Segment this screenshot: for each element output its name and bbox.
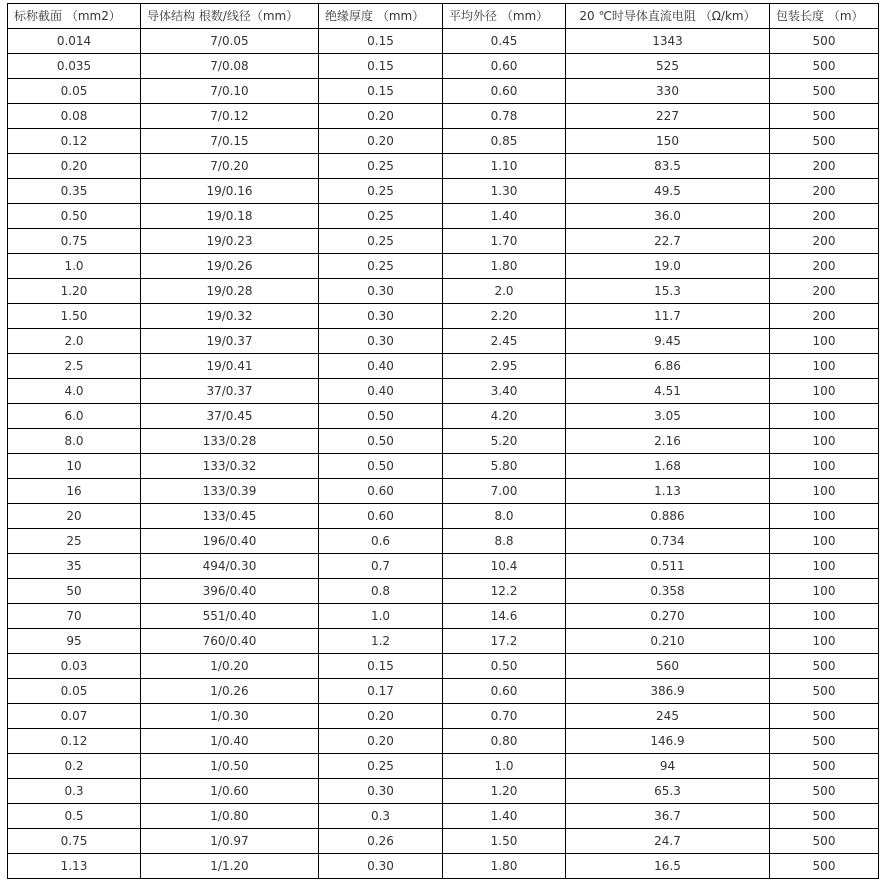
cell-conductor-structure: 494/0.30 bbox=[141, 554, 319, 579]
cell-package-length: 500 bbox=[770, 104, 879, 129]
cell-dc-resistance: 36.0 bbox=[566, 204, 770, 229]
cell-dc-resistance: 3.05 bbox=[566, 404, 770, 429]
cell-conductor-structure: 133/0.32 bbox=[141, 454, 319, 479]
cell-package-length: 200 bbox=[770, 179, 879, 204]
table-row bbox=[8, 179, 879, 204]
cell-average-outer-diameter: 8.0 bbox=[443, 504, 566, 529]
cell-cross-section: 0.20 bbox=[8, 154, 141, 179]
cell-dc-resistance: 227 bbox=[566, 104, 770, 129]
cell-dc-resistance: 36.7 bbox=[566, 804, 770, 829]
cell-package-length: 200 bbox=[770, 279, 879, 304]
cell-average-outer-diameter: 2.95 bbox=[443, 354, 566, 379]
cell-package-length: 100 bbox=[770, 579, 879, 604]
cell-dc-resistance: 11.7 bbox=[566, 304, 770, 329]
cell-package-length: 100 bbox=[770, 479, 879, 504]
cell-package-length: 100 bbox=[770, 329, 879, 354]
cell-dc-resistance: 15.3 bbox=[566, 279, 770, 304]
cell-conductor-structure: 133/0.28 bbox=[141, 429, 319, 454]
cell-dc-resistance: 386.9 bbox=[566, 679, 770, 704]
cell-conductor-structure: 19/0.26 bbox=[141, 254, 319, 279]
cell-average-outer-diameter: 3.40 bbox=[443, 379, 566, 404]
cell-package-length: 200 bbox=[770, 154, 879, 179]
cell-insulation-thickness: 0.25 bbox=[319, 754, 443, 779]
cell-conductor-structure: 133/0.39 bbox=[141, 479, 319, 504]
cell-dc-resistance: 4.51 bbox=[566, 379, 770, 404]
cell-dc-resistance: 245 bbox=[566, 704, 770, 729]
cell-cross-section: 0.07 bbox=[8, 704, 141, 729]
cell-average-outer-diameter: 0.50 bbox=[443, 654, 566, 679]
cell-dc-resistance: 1343 bbox=[566, 29, 770, 54]
table-row bbox=[8, 554, 879, 579]
cell-dc-resistance: 83.5 bbox=[566, 154, 770, 179]
table-row bbox=[8, 529, 879, 554]
cell-conductor-structure: 37/0.45 bbox=[141, 404, 319, 429]
table-body bbox=[8, 29, 879, 879]
header-package-length: 包装长度 （m） bbox=[770, 4, 879, 29]
cell-package-length: 100 bbox=[770, 379, 879, 404]
cell-package-length: 100 bbox=[770, 354, 879, 379]
cell-dc-resistance: 9.45 bbox=[566, 329, 770, 354]
cell-conductor-structure: 396/0.40 bbox=[141, 579, 319, 604]
cell-conductor-structure: 19/0.23 bbox=[141, 229, 319, 254]
cell-average-outer-diameter: 1.40 bbox=[443, 804, 566, 829]
cell-conductor-structure: 1/0.80 bbox=[141, 804, 319, 829]
cell-conductor-structure: 1/1.20 bbox=[141, 854, 319, 879]
cell-cross-section: 2.0 bbox=[8, 329, 141, 354]
cell-average-outer-diameter: 5.20 bbox=[443, 429, 566, 454]
cell-package-length: 100 bbox=[770, 529, 879, 554]
cell-dc-resistance: 49.5 bbox=[566, 179, 770, 204]
cell-dc-resistance: 1.68 bbox=[566, 454, 770, 479]
cell-insulation-thickness: 0.15 bbox=[319, 29, 443, 54]
cell-package-length: 500 bbox=[770, 854, 879, 879]
cell-package-length: 500 bbox=[770, 679, 879, 704]
table-row bbox=[8, 504, 879, 529]
table-row bbox=[8, 279, 879, 304]
cell-insulation-thickness: 0.40 bbox=[319, 379, 443, 404]
cell-package-length: 200 bbox=[770, 304, 879, 329]
cell-cross-section: 4.0 bbox=[8, 379, 141, 404]
table-row bbox=[8, 254, 879, 279]
cell-dc-resistance: 19.0 bbox=[566, 254, 770, 279]
cell-conductor-structure: 7/0.20 bbox=[141, 154, 319, 179]
header-cross-section: 标称截面 （mm2） bbox=[8, 4, 141, 29]
cell-insulation-thickness: 1.0 bbox=[319, 604, 443, 629]
cell-insulation-thickness: 0.25 bbox=[319, 229, 443, 254]
cell-average-outer-diameter: 17.2 bbox=[443, 629, 566, 654]
cell-package-length: 500 bbox=[770, 754, 879, 779]
table-row bbox=[8, 404, 879, 429]
cell-package-length: 500 bbox=[770, 654, 879, 679]
cell-average-outer-diameter: 0.78 bbox=[443, 104, 566, 129]
table-row bbox=[8, 679, 879, 704]
cell-cross-section: 0.05 bbox=[8, 79, 141, 104]
cell-conductor-structure: 19/0.32 bbox=[141, 304, 319, 329]
cell-average-outer-diameter: 1.70 bbox=[443, 229, 566, 254]
table-row bbox=[8, 429, 879, 454]
cell-conductor-structure: 133/0.45 bbox=[141, 504, 319, 529]
cell-insulation-thickness: 0.20 bbox=[319, 104, 443, 129]
table-row bbox=[8, 704, 879, 729]
cell-average-outer-diameter: 1.0 bbox=[443, 754, 566, 779]
cell-dc-resistance: 560 bbox=[566, 654, 770, 679]
cell-average-outer-diameter: 0.60 bbox=[443, 79, 566, 104]
cell-average-outer-diameter: 0.80 bbox=[443, 729, 566, 754]
cell-insulation-thickness: 0.30 bbox=[319, 279, 443, 304]
cell-average-outer-diameter: 0.70 bbox=[443, 704, 566, 729]
table-row bbox=[8, 29, 879, 54]
cell-dc-resistance: 94 bbox=[566, 754, 770, 779]
cell-dc-resistance: 65.3 bbox=[566, 779, 770, 804]
cell-average-outer-diameter: 0.60 bbox=[443, 679, 566, 704]
cell-conductor-structure: 7/0.12 bbox=[141, 104, 319, 129]
cell-average-outer-diameter: 14.6 bbox=[443, 604, 566, 629]
cell-dc-resistance: 0.511 bbox=[566, 554, 770, 579]
cell-insulation-thickness: 0.8 bbox=[319, 579, 443, 604]
table-row bbox=[8, 604, 879, 629]
cell-package-length: 500 bbox=[770, 129, 879, 154]
cell-insulation-thickness: 0.30 bbox=[319, 854, 443, 879]
cell-package-length: 100 bbox=[770, 554, 879, 579]
cell-package-length: 500 bbox=[770, 79, 879, 104]
cell-conductor-structure: 37/0.37 bbox=[141, 379, 319, 404]
header-conductor-structure: 导体结构 根数/线径（mm） bbox=[141, 4, 319, 29]
cell-average-outer-diameter: 2.45 bbox=[443, 329, 566, 354]
cell-dc-resistance: 0.886 bbox=[566, 504, 770, 529]
cell-average-outer-diameter: 4.20 bbox=[443, 404, 566, 429]
cell-dc-resistance: 0.210 bbox=[566, 629, 770, 654]
cell-cross-section: 0.12 bbox=[8, 129, 141, 154]
cell-insulation-thickness: 0.25 bbox=[319, 254, 443, 279]
table-row bbox=[8, 654, 879, 679]
cell-average-outer-diameter: 1.40 bbox=[443, 204, 566, 229]
cell-conductor-structure: 196/0.40 bbox=[141, 529, 319, 554]
cell-insulation-thickness: 0.20 bbox=[319, 129, 443, 154]
cell-cross-section: 1.13 bbox=[8, 854, 141, 879]
cell-insulation-thickness: 0.20 bbox=[319, 704, 443, 729]
cell-cross-section: 0.75 bbox=[8, 229, 141, 254]
cell-package-length: 100 bbox=[770, 504, 879, 529]
cell-package-length: 100 bbox=[770, 604, 879, 629]
cell-insulation-thickness: 0.25 bbox=[319, 179, 443, 204]
table-row bbox=[8, 379, 879, 404]
cell-cross-section: 2.5 bbox=[8, 354, 141, 379]
cell-insulation-thickness: 0.20 bbox=[319, 729, 443, 754]
table-header bbox=[8, 4, 879, 29]
cell-conductor-structure: 1/0.20 bbox=[141, 654, 319, 679]
cell-average-outer-diameter: 1.50 bbox=[443, 829, 566, 854]
cell-cross-section: 0.08 bbox=[8, 104, 141, 129]
cell-dc-resistance: 0.270 bbox=[566, 604, 770, 629]
cell-average-outer-diameter: 1.10 bbox=[443, 154, 566, 179]
cell-insulation-thickness: 0.30 bbox=[319, 304, 443, 329]
cell-conductor-structure: 7/0.15 bbox=[141, 129, 319, 154]
cell-package-length: 500 bbox=[770, 54, 879, 79]
cell-cross-section: 0.3 bbox=[8, 779, 141, 804]
cell-insulation-thickness: 0.17 bbox=[319, 679, 443, 704]
cell-conductor-structure: 1/0.30 bbox=[141, 704, 319, 729]
cell-average-outer-diameter: 12.2 bbox=[443, 579, 566, 604]
cell-insulation-thickness: 0.15 bbox=[319, 654, 443, 679]
cell-average-outer-diameter: 8.8 bbox=[443, 529, 566, 554]
cell-cross-section: 25 bbox=[8, 529, 141, 554]
cell-dc-resistance: 24.7 bbox=[566, 829, 770, 854]
cell-average-outer-diameter: 1.20 bbox=[443, 779, 566, 804]
cell-cross-section: 95 bbox=[8, 629, 141, 654]
cell-average-outer-diameter: 7.00 bbox=[443, 479, 566, 504]
table-row bbox=[8, 154, 879, 179]
cell-package-length: 200 bbox=[770, 229, 879, 254]
cell-package-length: 500 bbox=[770, 29, 879, 54]
cell-insulation-thickness: 0.25 bbox=[319, 154, 443, 179]
table-row bbox=[8, 804, 879, 829]
cell-package-length: 100 bbox=[770, 429, 879, 454]
cell-package-length: 200 bbox=[770, 254, 879, 279]
cell-dc-resistance: 525 bbox=[566, 54, 770, 79]
cell-cross-section: 0.2 bbox=[8, 754, 141, 779]
cell-conductor-structure: 19/0.18 bbox=[141, 204, 319, 229]
cell-cross-section: 0.35 bbox=[8, 179, 141, 204]
cell-conductor-structure: 7/0.08 bbox=[141, 54, 319, 79]
cell-dc-resistance: 2.16 bbox=[566, 429, 770, 454]
cell-dc-resistance: 6.86 bbox=[566, 354, 770, 379]
table-row bbox=[8, 329, 879, 354]
cell-insulation-thickness: 0.26 bbox=[319, 829, 443, 854]
cell-cross-section: 0.12 bbox=[8, 729, 141, 754]
cell-insulation-thickness: 0.15 bbox=[319, 54, 443, 79]
cell-cross-section: 0.05 bbox=[8, 679, 141, 704]
cell-average-outer-diameter: 2.0 bbox=[443, 279, 566, 304]
cell-package-length: 100 bbox=[770, 454, 879, 479]
cell-cross-section: 0.75 bbox=[8, 829, 141, 854]
cell-dc-resistance: 150 bbox=[566, 129, 770, 154]
cell-cross-section: 8.0 bbox=[8, 429, 141, 454]
cell-cross-section: 70 bbox=[8, 604, 141, 629]
table-row bbox=[8, 754, 879, 779]
cell-cross-section: 0.035 bbox=[8, 54, 141, 79]
cell-average-outer-diameter: 0.60 bbox=[443, 54, 566, 79]
cell-average-outer-diameter: 1.30 bbox=[443, 179, 566, 204]
cell-insulation-thickness: 0.50 bbox=[319, 429, 443, 454]
cell-dc-resistance: 0.734 bbox=[566, 529, 770, 554]
cell-conductor-structure: 1/0.60 bbox=[141, 779, 319, 804]
table-row bbox=[8, 454, 879, 479]
header-average-outer-diameter: 平均外径 （mm） bbox=[443, 4, 566, 29]
cell-cross-section: 6.0 bbox=[8, 404, 141, 429]
table-row bbox=[8, 354, 879, 379]
cell-average-outer-diameter: 0.85 bbox=[443, 129, 566, 154]
cell-conductor-structure: 19/0.41 bbox=[141, 354, 319, 379]
cell-conductor-structure: 19/0.16 bbox=[141, 179, 319, 204]
table-row bbox=[8, 79, 879, 104]
cell-insulation-thickness: 0.3 bbox=[319, 804, 443, 829]
cable-spec-table bbox=[7, 3, 879, 879]
table-row bbox=[8, 629, 879, 654]
cell-cross-section: 1.20 bbox=[8, 279, 141, 304]
cell-insulation-thickness: 0.7 bbox=[319, 554, 443, 579]
table-row bbox=[8, 104, 879, 129]
cell-cross-section: 0.5 bbox=[8, 804, 141, 829]
table-row bbox=[8, 729, 879, 754]
cell-dc-resistance: 1.13 bbox=[566, 479, 770, 504]
table-row bbox=[8, 204, 879, 229]
cell-conductor-structure: 760/0.40 bbox=[141, 629, 319, 654]
cell-dc-resistance: 330 bbox=[566, 79, 770, 104]
cell-dc-resistance: 0.358 bbox=[566, 579, 770, 604]
cell-average-outer-diameter: 2.20 bbox=[443, 304, 566, 329]
cell-insulation-thickness: 0.6 bbox=[319, 529, 443, 554]
cell-cross-section: 0.014 bbox=[8, 29, 141, 54]
cell-conductor-structure: 1/0.97 bbox=[141, 829, 319, 854]
cell-insulation-thickness: 1.2 bbox=[319, 629, 443, 654]
table-row bbox=[8, 54, 879, 79]
cell-conductor-structure: 7/0.05 bbox=[141, 29, 319, 54]
cell-average-outer-diameter: 0.45 bbox=[443, 29, 566, 54]
cell-cross-section: 35 bbox=[8, 554, 141, 579]
cell-cross-section: 10 bbox=[8, 454, 141, 479]
cell-insulation-thickness: 0.60 bbox=[319, 504, 443, 529]
cell-dc-resistance: 146.9 bbox=[566, 729, 770, 754]
cell-average-outer-diameter: 1.80 bbox=[443, 254, 566, 279]
cell-average-outer-diameter: 1.80 bbox=[443, 854, 566, 879]
table-row bbox=[8, 854, 879, 879]
cell-dc-resistance: 16.5 bbox=[566, 854, 770, 879]
cell-average-outer-diameter: 10.4 bbox=[443, 554, 566, 579]
cell-cross-section: 1.0 bbox=[8, 254, 141, 279]
cell-package-length: 100 bbox=[770, 629, 879, 654]
cell-cross-section: 20 bbox=[8, 504, 141, 529]
cell-conductor-structure: 19/0.28 bbox=[141, 279, 319, 304]
cell-insulation-thickness: 0.25 bbox=[319, 204, 443, 229]
table-row bbox=[8, 579, 879, 604]
cell-package-length: 200 bbox=[770, 204, 879, 229]
cell-conductor-structure: 7/0.10 bbox=[141, 79, 319, 104]
table-row bbox=[8, 479, 879, 504]
cell-insulation-thickness: 0.15 bbox=[319, 79, 443, 104]
cell-insulation-thickness: 0.50 bbox=[319, 404, 443, 429]
table-row bbox=[8, 779, 879, 804]
cell-conductor-structure: 1/0.26 bbox=[141, 679, 319, 704]
cell-cross-section: 0.03 bbox=[8, 654, 141, 679]
cell-insulation-thickness: 0.30 bbox=[319, 329, 443, 354]
cell-package-length: 100 bbox=[770, 404, 879, 429]
cell-cross-section: 0.50 bbox=[8, 204, 141, 229]
header-row bbox=[8, 4, 879, 29]
cell-package-length: 500 bbox=[770, 779, 879, 804]
cell-insulation-thickness: 0.30 bbox=[319, 779, 443, 804]
cell-package-length: 500 bbox=[770, 729, 879, 754]
cell-dc-resistance: 22.7 bbox=[566, 229, 770, 254]
cell-conductor-structure: 1/0.40 bbox=[141, 729, 319, 754]
cell-insulation-thickness: 0.60 bbox=[319, 479, 443, 504]
cell-package-length: 500 bbox=[770, 704, 879, 729]
table-row bbox=[8, 829, 879, 854]
table-row bbox=[8, 129, 879, 154]
cell-conductor-structure: 1/0.50 bbox=[141, 754, 319, 779]
cell-package-length: 500 bbox=[770, 829, 879, 854]
table-row bbox=[8, 229, 879, 254]
cell-conductor-structure: 19/0.37 bbox=[141, 329, 319, 354]
cell-insulation-thickness: 0.40 bbox=[319, 354, 443, 379]
table-row bbox=[8, 304, 879, 329]
cell-cross-section: 50 bbox=[8, 579, 141, 604]
cell-cross-section: 1.50 bbox=[8, 304, 141, 329]
header-dc-resistance: 20 ℃时导体直流电阻 （Ω/km） bbox=[566, 4, 770, 29]
cell-average-outer-diameter: 5.80 bbox=[443, 454, 566, 479]
header-insulation-thickness: 绝缘厚度 （mm） bbox=[319, 4, 443, 29]
cell-cross-section: 16 bbox=[8, 479, 141, 504]
cell-conductor-structure: 551/0.40 bbox=[141, 604, 319, 629]
cell-insulation-thickness: 0.50 bbox=[319, 454, 443, 479]
cell-package-length: 500 bbox=[770, 804, 879, 829]
